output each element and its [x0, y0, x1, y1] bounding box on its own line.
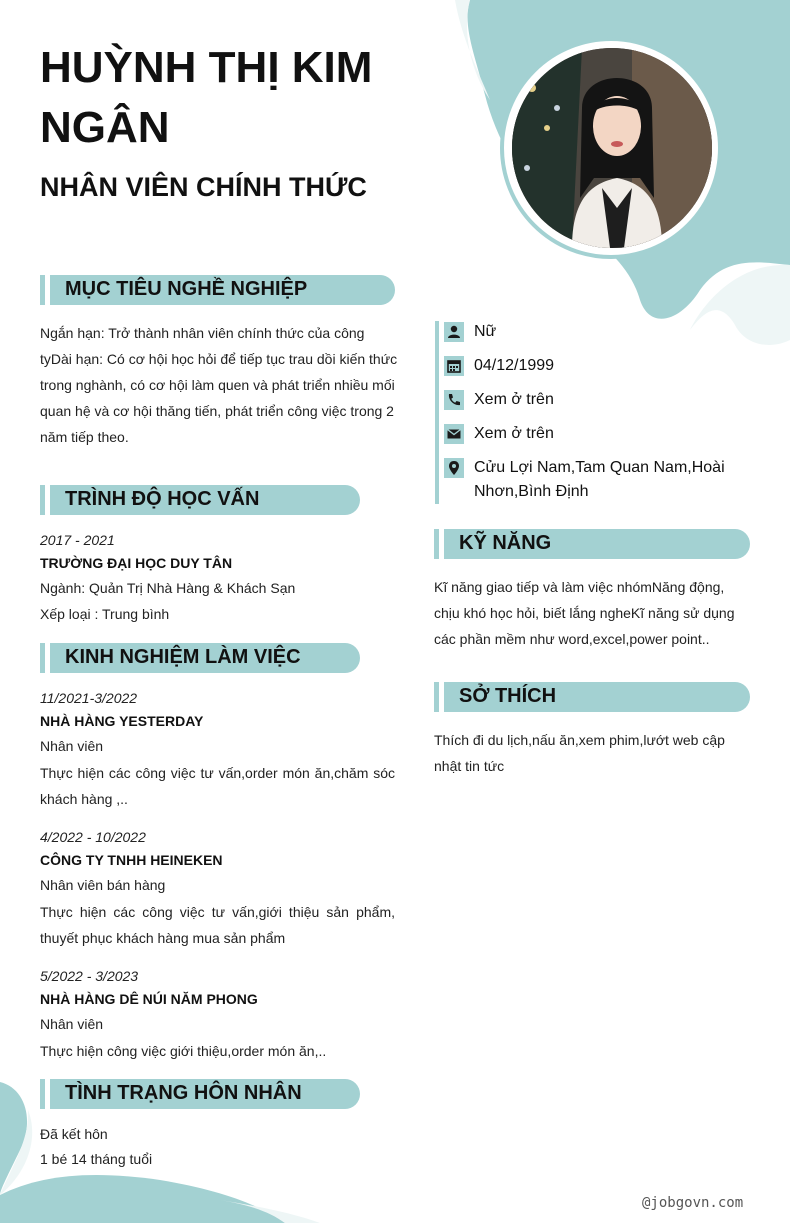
- contact-value: Xem ở trên: [474, 391, 554, 408]
- section-experience-heading: [40, 643, 360, 673]
- objective-text: Ngắn hạn: Trở thành nhân viên chính thức của công tyDài hạn: Có cơ hội học hỏi để tiếp tục trau dồi kiến thức trong nghành, có cơ hội làm quen và phát triển nhiều mối quan hệ và cơ hội thăng tiến, phát triển công việc trong 2 năm tiếp theo.: [40, 325, 398, 445]
- contact-divider: [435, 321, 439, 504]
- contact-value: Nữ: [474, 323, 497, 340]
- phone-icon: [444, 390, 464, 410]
- section-title: TRÌNH ĐỘ HỌC VẤN: [65, 488, 260, 510]
- experience-role: Nhân viên bán hàng: [40, 877, 166, 893]
- contact-value: 04/12/1999: [474, 357, 555, 374]
- person-icon: [444, 322, 464, 342]
- section-title: MỤC TIÊU NGHỀ NGHIỆP: [65, 278, 308, 300]
- marital-children: 1 bé 14 tháng tuổi: [40, 1151, 153, 1167]
- education-period: 2017 - 2021: [40, 532, 115, 548]
- education-school: TRƯỜNG ĐẠI HỌC DUY TÂN: [40, 555, 233, 571]
- contact-value: Cửu Lợi Nam,Tam Quan Nam,Hoài Nhơn,Bình Định: [474, 459, 725, 500]
- experience-description: Thực hiện công việc giới thiệu,order món ăn,..: [40, 1043, 327, 1059]
- watermark: @jobgovn.com: [642, 1195, 744, 1211]
- experience-period: 5/2022 - 3/2023: [40, 968, 139, 984]
- experience-period: 11/2021-3/2022: [40, 690, 138, 706]
- skills-text: Kĩ năng giao tiếp và làm việc nhómNăng động, chịu khó học hỏi, biết lắng ngheKĩ năng sử dụng các phần mềm như word,excel,power point..: [434, 579, 735, 647]
- mail-icon: [444, 424, 464, 444]
- calendar-icon: [444, 356, 464, 376]
- hobbies-text: Thích đi du lịch,nấu ăn,xem phim,lướt web cập nhật tin tức: [434, 732, 725, 774]
- section-title: TÌNH TRẠNG HÔN NHÂN: [65, 1082, 302, 1104]
- education-major: Ngành: Quản Trị Nhà Hàng & Khách Sạn: [40, 580, 296, 596]
- section-objective-heading: [40, 275, 395, 305]
- section-title: SỞ THÍCH: [459, 685, 557, 707]
- location-pin-icon: [444, 458, 464, 478]
- candidate-name: HUỲNH THỊ KIM NGÂN: [40, 43, 373, 152]
- experience-role: Nhân viên: [40, 1016, 104, 1032]
- experience-description: Thực hiện các công việc tư vấn,giới thiệu sản phẩm, thuyết phục khách hàng mua sản phẩm: [40, 904, 395, 946]
- marital-status: Đã kết hôn: [40, 1126, 108, 1142]
- education-grade: Xếp loại : Trung bình: [40, 606, 170, 622]
- section-education-heading: [40, 485, 360, 515]
- section-marital-heading: [40, 1079, 360, 1109]
- avatar: [512, 48, 712, 248]
- experience-company: CÔNG TY TNHH HEINEKEN: [40, 852, 223, 868]
- experience-company: NHÀ HÀNG DÊ NÚI NĂM PHONG: [40, 991, 258, 1007]
- experience-description: Thực hiện các công việc tư vấn,order món ăn,chăm sóc khách hàng ,..: [40, 765, 395, 807]
- experience-company: NHÀ HÀNG YESTERDAY: [40, 713, 204, 729]
- experience-period: 4/2022 - 10/2022: [40, 829, 146, 845]
- experience-role: Nhân viên: [40, 738, 104, 754]
- section-title: KỸ NĂNG: [459, 532, 552, 554]
- job-position: NHÂN VIÊN CHÍNH THỨC: [40, 172, 367, 202]
- contact-value: Xem ở trên: [474, 425, 554, 442]
- section-title: KINH NGHIỆM LÀM VIỆC: [65, 646, 301, 668]
- section-skills-heading: [434, 529, 750, 559]
- section-hobbies-heading: [434, 682, 750, 712]
